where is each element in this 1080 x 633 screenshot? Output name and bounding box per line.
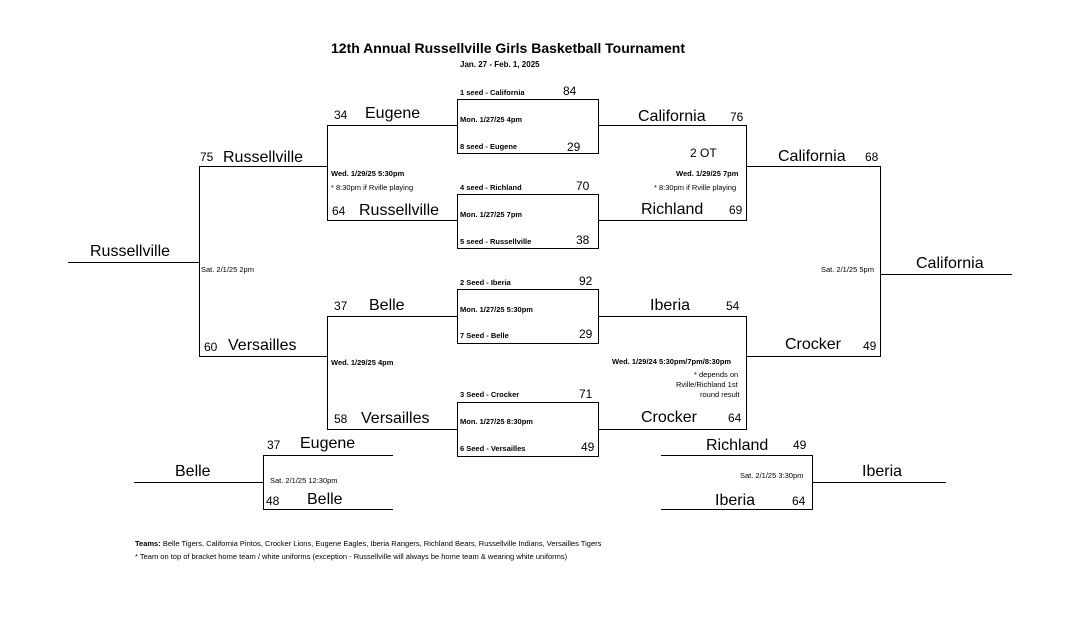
left-final-bottom-score: 60 [204,340,218,354]
footer-teams-label: Teams: [135,539,161,548]
game1-top-seed: 1 seed - California [460,88,525,97]
right-semi2-bottom-score: 64 [728,411,742,425]
tournament-dates: Jan. 27 - Feb. 1, 2025 [460,60,540,69]
left-final-bracket [200,167,328,357]
game2-time: Mon. 1/27/25 7pm [460,210,523,219]
right-semi1-ot: 2 OT [690,146,717,160]
left-semi2-top-score: 37 [334,299,348,313]
right-semi2-note3: round result [700,390,740,399]
game2-top-score: 70 [576,179,590,193]
left-final-top-team: Russellville [223,149,304,166]
left-semi2-top-team: Belle [369,297,405,314]
game1-time: Mon. 1/27/25 4pm [460,115,523,124]
placement-right-bottom-team: Iberia [715,492,756,509]
game4-time: Mon. 1/27/25 8:30pm [460,417,533,426]
right-semi2-bottom-team: Crocker [641,409,698,426]
footer-teams [135,540,601,548]
game2-bottom-seed: 5 seed - Russellville [460,237,532,246]
placement-left-bottom-team: Belle [307,491,343,508]
placement-left-bottom-score: 48 [266,494,280,508]
right-semi1-bottom-team: Richland [641,201,704,218]
game4-bottom-seed: 6 Seed - Versailles [460,444,526,453]
left-semi2-time: Wed. 1/29/25 4pm [331,358,394,367]
game3-bottom-seed: 7 Seed - Belle [460,331,509,340]
page-title: 12th Annual Russellville Girls Basketball Tournament [331,40,685,56]
left-final-time: Sat. 2/1/25 2pm [201,265,254,274]
right-semi1-time: Wed. 1/29/25 7pm [676,169,739,178]
left-semi1-note: * 8:30pm if Rville playing [331,183,414,192]
placement-left-top-team: Eugene [300,435,356,452]
game1-bottom-seed: 8 seed - Eugene [460,142,518,151]
right-semi2-top-team: Iberia [650,297,691,314]
right-semi1-top-team: California [638,108,706,125]
right-semi1-note: * 8:30pm if Rville playing [654,183,737,192]
right-final-top-score: 68 [865,150,879,164]
game4-top-seed: 3 Seed - Crocker [460,390,520,399]
left-semi2-bottom-score: 58 [334,412,348,426]
game1-bottom-score: 29 [567,140,581,154]
placement-right-winner: Iberia [862,463,903,480]
right-final-time: Sat. 2/1/25 5pm [821,265,874,274]
placement-right-time: Sat. 2/1/25 3:30pm [740,471,804,480]
left-semi1-bottom-team: Russellville [359,202,440,219]
game3-bottom-score: 29 [579,327,593,341]
footer-teams-list: Belle Tigers, California Pintos, Crocker Lions, Eugene Eagles, Iberia Rangers, Richland Bears, Russellville Indians, Versailles Tigers [162,539,602,548]
placement-left-time: Sat. 2/1/25 12:30pm [270,476,338,485]
right-final-bottom-team: Crocker [785,336,842,353]
game2-bottom-score: 38 [576,233,590,247]
left-final-bottom-team: Versailles [228,337,297,354]
game4-bottom-score: 49 [581,440,595,454]
placement-left-top-score: 37 [267,438,281,452]
right-final-bottom-score: 49 [863,339,877,353]
game4-top-score: 71 [579,387,593,401]
right-semi2-note1: * depends on [694,370,739,379]
right-semi1-top-score: 76 [730,110,744,124]
game2-top-seed: 4 seed - Richland [460,183,522,192]
left-champion: Russellville [90,243,171,260]
game3-time: Mon. 1/27/25 5:30pm [460,305,533,314]
left-semi1-time: Wed. 1/29/25 5:30pm [331,169,405,178]
left-semi1-bottom-score: 64 [332,204,346,218]
game3-top-seed: 2 Seed - Iberia [460,278,511,287]
right-final-bracket [747,167,881,357]
game3-top-score: 92 [579,274,593,288]
game1-top-score: 84 [563,84,577,98]
footer-note: * Team on top of bracket home team / white uniforms (exception - Russellville will always be home team & wearing white uniforms) [135,552,568,561]
right-final-top-team: California [778,148,846,165]
right-champion: California [916,255,984,272]
left-semi2-bottom-team: Versailles [361,410,430,427]
right-semi1-bottom-score: 69 [729,203,743,217]
left-semi1-top-team: Eugene [365,105,421,122]
left-semi1-top-score: 34 [334,108,348,122]
placement-right-top-team: Richland [706,437,769,454]
placement-right-top-score: 49 [793,438,807,452]
right-semi2-time: Wed. 1/29/24 5:30pm/7pm/8:30pm [612,357,732,366]
right-semi2-top-score: 54 [726,299,740,313]
right-semi2-note2: Rville/Richland 1st [676,380,738,389]
placement-left-winner: Belle [175,463,211,480]
left-final-top-score: 75 [200,150,214,164]
placement-right-bottom-score: 64 [792,494,806,508]
